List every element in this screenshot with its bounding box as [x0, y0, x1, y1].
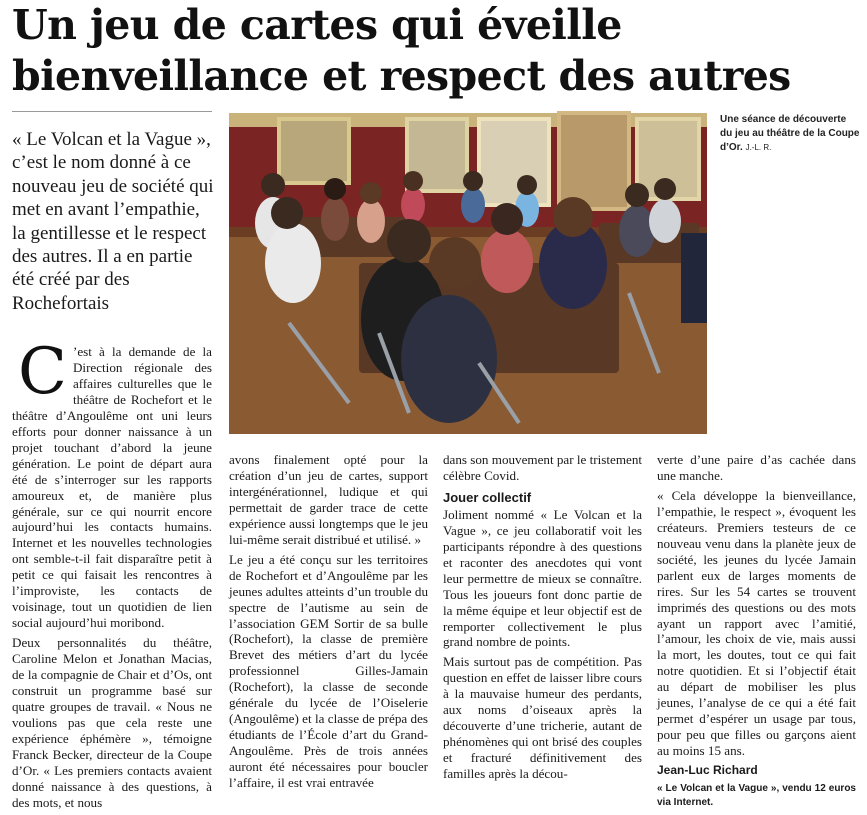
article-paragraph: Le jeu a été conçu sur les territoires de Rochefort et d’Angoulême par les jeunes adultes atteints d’un trouble du spectre de l’autisme au sein de l’association GEM Sortir de sa bulle (Rochefort), la classe de première Brevet des métiers d’art du lycée professionnel Gilles-Jamain (Rochefort), la classe de seconde générale du lycée de l’Oiselerie (Angoulême) et la classe de prépa des étudiants de l’École d’art du Grand-Angoulême. Près de trois années auront été nécessaires pour boucler l’affaire, il est vrai entravée — [229, 551, 428, 791]
article-paragraph: verte d’une paire d’as cachée dans une manche. — [657, 452, 856, 483]
author-byline: Jean-Luc Richard — [657, 763, 758, 778]
photo-credit: J.-L. R. — [745, 143, 772, 152]
article-column-4 — [657, 452, 856, 810]
info-note: « Le Volcan et la Vague », vendu 12 euros via Internet. — [657, 783, 856, 809]
photo-illustration — [229, 113, 707, 434]
divider — [12, 111, 212, 112]
article-paragraph: Deux personnalités du théâtre, Caroline Melon et Jonathan Macias, de la compagnie de Chair et d’Os, ont construit un programme basé sur quatre groupes de travail. « Nous ne voulions pas que cela reste une expérience éphémère », témoigne Franck Becker, directeur de la Coupe d’Or. « Les premiers contacts avaient donné naissance à des questions, à des mots, et nous — [12, 635, 212, 810]
article-photo — [229, 113, 707, 434]
article-column-2 — [229, 452, 428, 795]
headline — [12, 0, 862, 102]
article-column-3 — [443, 452, 642, 786]
article-paragraph: dans son mouvement par le tristement célèbre Covid. — [443, 452, 642, 483]
article-column-1 — [12, 335, 212, 815]
drop-cap: C — [18, 335, 67, 409]
article-paragraph: « Cela développe la bienveillance, l’empathie, le respect », évoquent les créateurs. Premiers testeurs de ce nouveau venu dans la planète jeux de société, les jeunes du lycée Jamain parlent eux de larges moments de rires. Sur les 54 cartes se trouvent imprimés des questions ou des mots ayant un rapport avec l’amitié, l’amour, les choix de vie, mais aussi la mort, les doutes, tout ce qui fait notre quotidien. Et si l’objectif était au départ de mobiliser les plus jeunes, l’analyse de ce qui a été fait permet d’espérer un usage par tous, pour peu que filles ou garçons aient au moins 15 ans. — [657, 487, 856, 759]
article-paragraph: Joliment nommé « Le Volcan et la Vague », ce jeu collaboratif voit les participants répondre à des questions et raconter des anecdotes qui vont leur permettre de mieux se connaître. Tous les joueurs font donc partie de la même équipe et leur objectif est de remporter collectivement le plus grand nombre de points. — [443, 506, 642, 650]
chapo: « Le Volcan et la Vague », c’est le nom donné à ce nouveau jeu de société qui met en avant l’empathie, la gentillesse et le respect des autres. Il a en partie été créé par des Rochefortais — [12, 129, 214, 314]
section-subhead: Jouer collectif — [443, 489, 532, 505]
photo-caption — [720, 113, 860, 155]
headline-line-2: bienveillance et respect des autres — [12, 52, 791, 100]
headline-line-1: Un jeu de cartes qui éveille — [12, 1, 622, 49]
article-paragraph: Mais surtout pas de compétition. Pas question en effet de laisser libre cours à la mauvaise humeur des perdants, aux noms d’oiseaux après la découverte d’une tricherie, autant de phénomènes qui ont brisé des couples et fracturé définitivement des familles après la décou- — [443, 654, 642, 782]
paragraph-text: ’est à la demande de la Direction régionale des affaires culturelles que le théâtre de Rochefort et le théâtre d’Angoulême ont uni leurs efforts pour donner naissance à un projet touchant d’abord la jeune génération. Le point de départ aura été de s’interroger sur les rapports amoureux et, de manière plus générale, sur ce qui nourrit encore aujourd’hui les contacts humains. Internet et les nouvelles technologies ont semble-t-il fait disparaître petit à petit ce qui faisait les rencontres à l’improviste, les contacts de voisinage, tout un quotidien de lien social aujourd’hui moribond. — [12, 344, 212, 631]
article-paragraph — [12, 335, 212, 631]
caption-text: Une séance de découverte du jeu au théâtre de la Coupe d’Or. — [720, 114, 860, 153]
article-paragraph: avons finalement opté pour la création d’un jeu de cartes, support intergénérationnel, ludique et qui permettait de garder trace de cette expérience aussi longtemps que le jeu lui-même serait distribué et utilisé. » — [229, 452, 428, 547]
